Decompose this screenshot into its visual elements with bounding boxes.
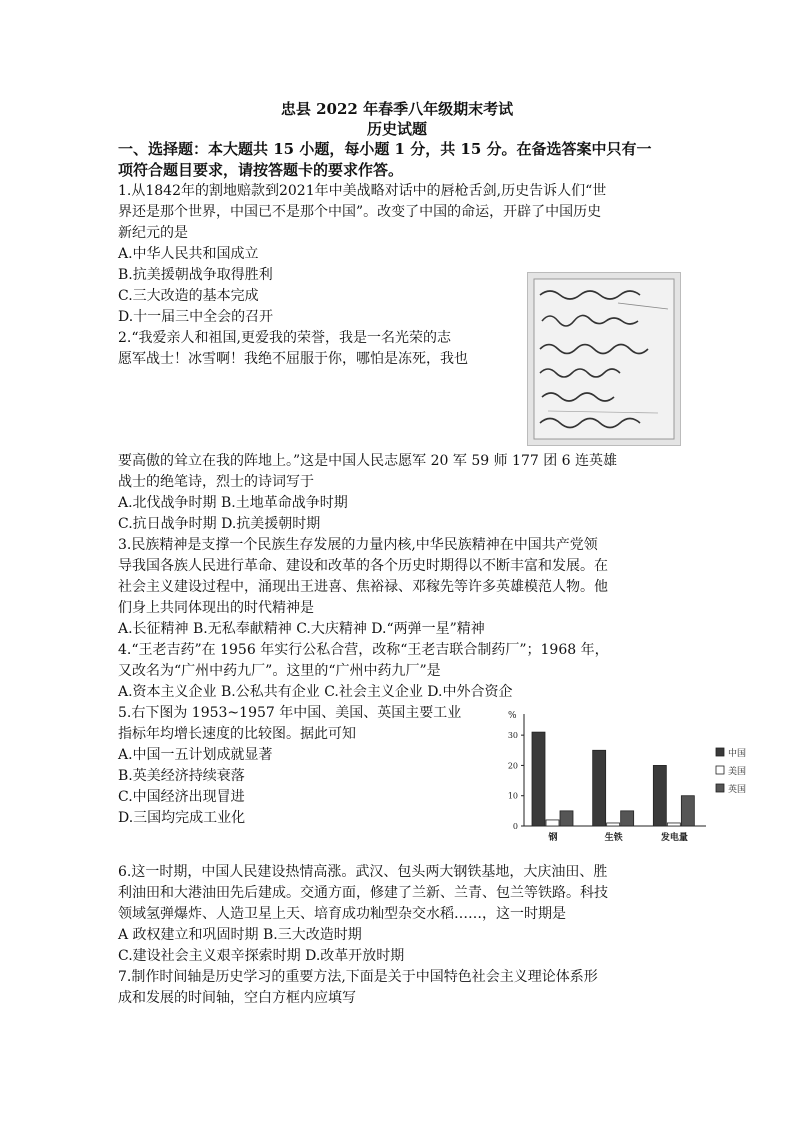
growth-rate-chart-svg <box>498 706 788 854</box>
legend-swatch-英国 <box>716 784 724 792</box>
q3-stem-line-2: 导我国各族人民进行革命、建设和改革的各个历史时期得以不断丰富和发展。在 <box>118 558 608 574</box>
q4-options: A.资本主义企业 B.公私共有企业 C.社会主义企业 D.中外合资企 <box>118 684 513 700</box>
q2-options-cd: C.抗日战争时期 D.抗美援朝时期 <box>118 516 321 532</box>
legend-swatch-中国 <box>716 748 724 756</box>
bar-英国-发电量 <box>681 796 694 826</box>
q7-stem-line-2: 成和发展的时间轴，空白方框内应填写 <box>118 990 356 1006</box>
q1-stem-line-1: 1.从1842年的割地赔款到2021年中美战略对话中的唇枪舌剑,历史告诉人们“世 <box>118 183 607 199</box>
section-heading-line-2: 项符合题目要求，请按答题卡的要求作答。 <box>118 161 404 179</box>
q2-stem-line-4: 战士的绝笔诗，烈士的诗词写于 <box>118 474 314 490</box>
bar-英国-钢 <box>560 811 573 826</box>
y-tick-label: 0 <box>512 822 518 831</box>
x-tick-label: 钢 <box>548 833 558 843</box>
q1-stem-line-2: 界还是那个世界，中国已不是那个中国”。改变了中国的命运，开辟了中国历史 <box>118 204 602 220</box>
q7-stem-line-1: 7.制作时间轴是历史学习的重要方法,下面是关于中国特色社会主义理论体系形 <box>118 969 598 985</box>
handwritten-poem-drawing <box>528 273 680 445</box>
legend-label-美国: 美国 <box>728 767 747 777</box>
bar-中国-生铁 <box>593 750 606 826</box>
q5-option-a: A.中国一五计划成就显著 <box>118 747 273 763</box>
q5-stem-line-1: 5.右下图为 1953~1957 年中国、美国、英国主要工业 <box>118 705 462 721</box>
q6-stem-line-3: 领域氢弹爆炸、人造卫星上天、培育成功籼型杂交水稻……，这一时期是 <box>118 906 566 922</box>
handwritten-poem-image <box>527 272 681 446</box>
y-tick-label: 20 <box>507 761 518 771</box>
legend-swatch-美国 <box>716 766 724 774</box>
y-axis-label: % <box>508 711 517 721</box>
q2-stem-line-3: 要高傲的耸立在我的阵地上。”这是中国人民志愿军 20 军 59 师 177 团 6 连英雄 <box>118 453 618 469</box>
q3-stem-line-1: 3.民族精神是支撑一个民族生存发展的力量内核,中华民族精神在中国共产党领 <box>118 537 598 553</box>
q1-stem-line-3: 新纪元的是 <box>118 225 188 241</box>
q5-option-c: C.中国经济出现冒进 <box>118 789 245 805</box>
growth-rate-chart <box>498 706 788 854</box>
exam-subtitle: 历史试题 <box>366 120 427 138</box>
q2-stem-line-2: 愿军战士！冰雪啊！我绝不屈服于你，哪怕是冻死，我也 <box>118 351 468 367</box>
q3-stem-line-3: 社会主义建设过程中，涌现出王进喜、焦裕禄、邓稼先等许多英雄模范人物。他 <box>118 579 608 595</box>
q1-option-c: C.三大改造的基本完成 <box>118 288 259 304</box>
q5-option-b: B.英美经济持续衰落 <box>118 768 245 784</box>
exam-title: 忠县 2022 年春季八年级期末考试 <box>280 100 514 118</box>
bar-美国-生铁 <box>607 823 620 826</box>
q2-options-ab: A.北伐战争时期 B.土地革命战争时期 <box>118 495 348 511</box>
q3-options: A.长征精神 B.无私奉献精神 C.大庆精神 D.“两弹一星”精神 <box>118 621 485 637</box>
y-tick-label: 30 <box>507 731 518 741</box>
q1-option-a: A.中华人民共和国成立 <box>118 246 259 262</box>
q4-stem-line-2: 又改名为“广州中药九厂”。这里的“广州中药九厂”是 <box>118 663 441 679</box>
q6-options-cd: C.建设社会主义艰辛探索时期 D.改革开放时期 <box>118 948 405 964</box>
y-tick-label: 10 <box>507 791 518 801</box>
bar-美国-钢 <box>546 820 559 826</box>
x-tick-label: 发电量 <box>660 833 688 843</box>
bar-英国-生铁 <box>621 811 634 826</box>
q2-stem-line-1: 2.“我爱亲人和祖国,更爱我的荣誉，我是一名光荣的志 <box>118 330 451 346</box>
q5-stem-line-2: 指标年均增长速度的比较图。据此可知 <box>118 726 356 742</box>
q6-stem-line-2: 利油田和大港油田先后建成。交通方面，修建了兰新、兰青、包兰等铁路。科技 <box>118 885 608 901</box>
q6-stem-line-1: 6.这一时期，中国人民建设热情高涨。武汉、包头两大钢铁基地，大庆油田、胜 <box>118 864 608 880</box>
bar-美国-发电量 <box>667 823 680 826</box>
q6-options-ab: A 政权建立和巩固时期 B.三大改造时期 <box>118 927 362 943</box>
bar-中国-发电量 <box>653 765 666 826</box>
x-tick-label: 生铁 <box>604 833 623 843</box>
q3-stem-line-4: 们身上共同体现出的时代精神是 <box>118 600 314 616</box>
bar-中国-钢 <box>532 732 545 826</box>
q4-stem-line-1: 4.“王老吉药”在 1956 年实行公私合营，改称“王老吉联合制药厂”；1968 年， <box>118 642 609 658</box>
q5-option-d: D.三国均完成工业化 <box>118 810 246 826</box>
q1-option-d: D.十一届三中全会的召开 <box>118 309 274 325</box>
q1-option-b: B.抗美援朝战争取得胜利 <box>118 267 273 283</box>
section-heading-line-1: 一、选择题：本大题共 15 小题，每小题 1 分，共 15 分。在备选答案中只有一 <box>118 140 652 158</box>
legend-label-中国: 中国 <box>728 749 747 759</box>
legend-label-英国: 英国 <box>728 785 747 795</box>
